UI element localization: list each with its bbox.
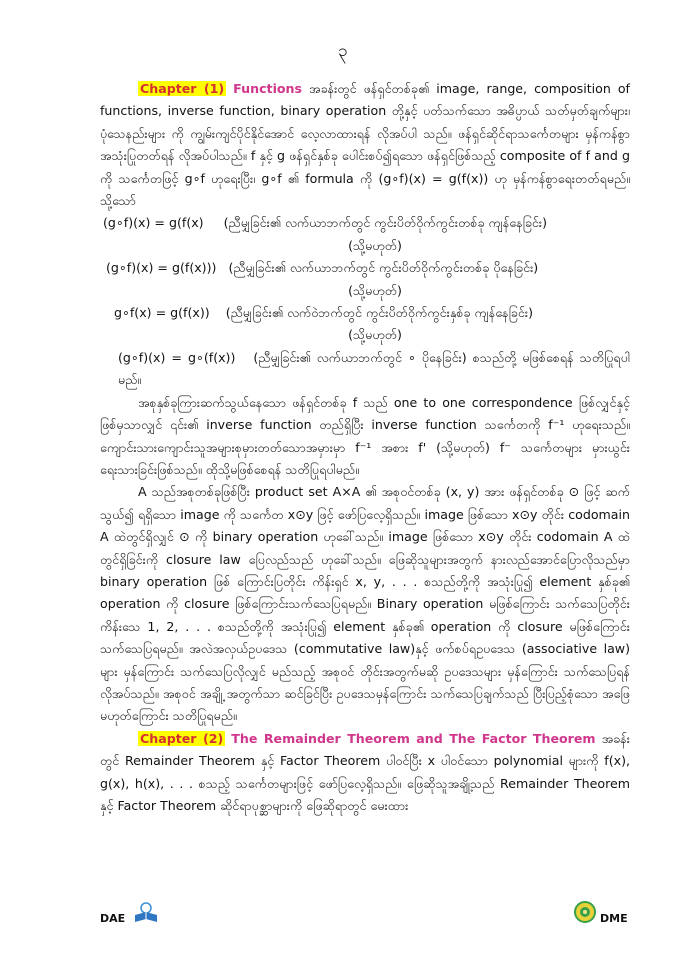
- chapter-2-intro-text: အခန်းတွင် Remainder Theorem နှင့် Factor Theorem ပါဝင်ပြီး x ပါဝင်သော polynomial များကို f(x), g(x), h(x), . . . စသည့် သင်္ကေတများဖြင့် ဖော်ပြလေ့ရှိသည်။ ဖြေဆိုသူအချို့သည် Remainder Theorem နှင့် Factor Theorem ဆိုင်ရာပုစ္ဆာများကို ဖြေဆိုရာတွင် မေးထား: [100, 730, 630, 813]
- chapter-2-label: Chapter (2): [140, 730, 224, 746]
- chapter-1-label: Chapter (1): [140, 81, 225, 96]
- formula-3-lhs: g∘f(x) = g(f(x)): [114, 305, 210, 321]
- formula-line-1: [100, 212, 630, 234]
- formula-4-lhs: (g∘f)(x) = g∘(f(x)): [118, 349, 236, 365]
- formula-line-2: [100, 257, 630, 279]
- chapter-1-name: Functions: [233, 81, 302, 96]
- formula-line-3: [100, 302, 630, 324]
- formula-1-desc: (ညီမျှခြင်း၏ လက်ယာဘက်တွင် ကွင်းပိတ်ဝိုက်ကွင်းတစ်ခု ကျန်နေခြင်း): [223, 215, 548, 231]
- chapter-2-name: The Remainder Theorem and The Factor Theorem: [231, 730, 596, 746]
- seal-logo-icon: [572, 900, 598, 924]
- document-body: [100, 78, 630, 817]
- or-line-2: (သို့မဟုတ်): [348, 282, 402, 298]
- formula-2-lhs: (g∘f)(x) = g(f(x))): [106, 260, 217, 276]
- formula-2-desc: (ညီမျှခြင်း၏ လက်ယာဘက်တွင် ကွင်းပိတ်ဝိုက်ကွင်းတစ်ခု ပိုနေခြင်း): [228, 260, 539, 276]
- chapter-2-intro: [100, 728, 630, 818]
- footer-right-text: DME: [600, 912, 628, 925]
- or-line-1: (သို့မဟုတ်): [348, 237, 402, 253]
- page-footer: [0, 900, 686, 940]
- chapter-1-intro-text: အခန်းတွင် ဖန်ရှင်တစ်ခု၏ image, range, composition of functions, inverse function, binary operation တို့နှင့် ပတ်သက်သော အဓိပ္ပာယ် သတ်မှတ်ချက်များ၊ ပုံသေနည်းများ ကို ကျွမ်းကျင်ပိုင်နိုင်အောင် လေ့လာထားရန် လိုအပ်ပါ သည်။ ဖန်ရှင်ဆိုင်ရာသင်္ကေတများ မှန်ကန်စွာ အသုံးပြုတတ်ရန် လိုအပ်ပါသည်။ f နှင့် g ဖန်ရှင်နှစ်ခု ပေါင်းစပ်၍ရသော ဖန်ရှင်ဖြစ်သည့် composite of f and g ကို သင်္ကေတဖြင့် g∘f ဟုရေးပြီး၊ g∘f ၏ formula ကို (g∘f)(x) = g(f(x)) ဟု မှန်ကန်စွာရေးတတ်ရမည်။ သို့သော်: [100, 81, 630, 209]
- page-number: ၃: [338, 41, 348, 61]
- formula-3-desc: (ညီမျှခြင်း၏ လက်ဝဲဘက်တွင် ကွင်းပိတ်ဝိုက်ကွင်းနှစ်ခု ကျန်နေခြင်း): [225, 305, 533, 321]
- binary-operation-paragraph: A သည်အစုတစ်ခုဖြစ်ပြီး product set A×A ၏ အစုဝင်တစ်ခု (x, y) အား ဖန်ရှင်တစ်ခု ⊙ ဖြင့် ဆက်သွယ်၍ ရရှိသော image ကို သင်္ကေတ x⊙y ဖြင့် ဖော်ပြလေ့ရှိသည်။ image ဖြစ်သော x⊙y တိုင်း codomain A ထဲတွင်ရှိလျှင် ⊙ ကို binary operation ဟုခေါ်သည်။ image ဖြစ်သော x⊙y တိုင်း codomain A ထဲတွင်ရှိခြင်းကို closure law ပြေလည်သည် ဟုခေါ်သည်။ ဖြေဆိုသူများအတွက် နားလည်အောင်ပြောလိုသည်မှာ binary operation ဖြစ် ကြောင်းပြတိုင်း ကိန်းရှင် x, y, . . . စသည်တို့ကို အသုံးပြု၍ element နှစ်ခု၏ operation ကို closure ဖြစ်ကြောင်းသက်သေပြရမည်။ Binary operation မဖြစ်ကြောင်း သက်သေပြတိုင်း ကိန်းသေ 1, 2, . . . စသည်တို့ကို အသုံးပြု၍ element နှစ်ခု၏ operation ကို closure မဖြစ်ကြောင်း သက်သေပြရမည်။ အလဲအလှယ်ဥပဒေသ (commutative law)နှင့် ဖက်စပ်ရဥပဒေသ (associative law) များ မှန်ကြောင်း သက်သေပြလိုလျှင် မည်သည့် အစုဝင် တိုင်းအတွက်မဆို ဥပဒေသများ မှန်ကြောင်း သက်သေပြရန် လိုအပ်သည်။ အစုဝင် အချို့ အတွက်သာ ဆင်ခြင်ပြီး ဥပဒေသမှန်ကြောင်း သက်သေပြချက်သည် ပြီးပြည့်စုံသော အဖြေ မဟုတ်ကြောင်း သတိပြုရမည်။: [100, 484, 630, 724]
- chapter-1-intro: [100, 78, 630, 212]
- formula-4-desc: (ညီမျှခြင်း၏ လက်ယာဘက်တွင် ∘ ပိုနေခြင်း) စသည်တို့ မဖြစ်စေရန် သတိပြုရပါမည်။: [118, 349, 630, 388]
- book-logo-icon: [132, 900, 160, 924]
- footer-left-text: DAE: [100, 912, 126, 925]
- or-line-3: (သို့မဟုတ်): [348, 327, 402, 343]
- formula-1-lhs: (g∘f)(x) = g(f(x): [103, 215, 204, 231]
- inverse-function-paragraph: အစုနှစ်ခုကြားဆက်သွယ်နေသော ဖန်ရှင်တစ်ခု f သည် one to one correspondence ဖြစ်လျှင်နှင့် ဖြစ်မှသာလျှင် ၎င်း၏ inverse function တည်ရှိပြီး inverse function သင်္ကေတကို f⁻¹ ဟုရေးသည်။ ကျောင်းသားကျောင်းသူအများစုမှားတတ်သောအမှားမှာ f⁻¹ အစား f' (သို့မဟုတ်) f⁻ သင်္ကေတများ မှားယွင်း ရေးသားခြင်းဖြစ်သည်။ ထိုသို့မဖြစ်စေရန် သတိပြုရပါမည်။: [100, 394, 630, 477]
- formula-line-4: [100, 347, 630, 392]
